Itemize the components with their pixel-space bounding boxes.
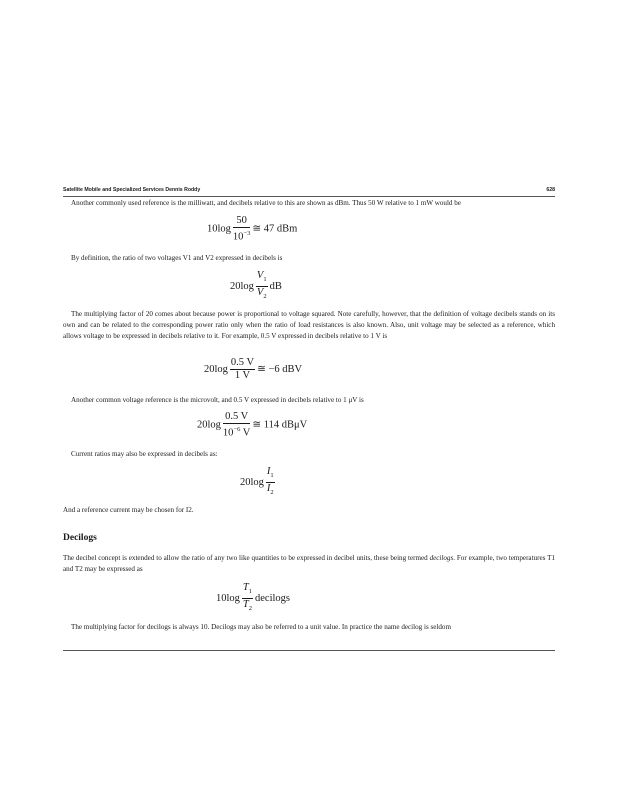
eq-denominator: $V_2$ (256, 287, 267, 301)
eq-fraction (223, 411, 250, 440)
paragraph-reference-current: And a reference current may be chosen for I2. (63, 506, 194, 514)
paragraph-current-ratios: Current ratios may also be expressed in decibels as: (71, 450, 218, 458)
paragraph-microvolt: Another common voltage reference is the microvolt, and 0.5 V expressed in decibels relative to 1 μV is (71, 396, 364, 404)
term-decilogs: decilogs (429, 554, 454, 562)
eq-result: ≅ 114 dBμV (252, 419, 308, 431)
eq-numerator: $T_1$ (242, 582, 253, 599)
eq-numerator: 0.5 V (230, 357, 255, 368)
equation-dbuv (197, 411, 307, 440)
equation-current-ratio (240, 466, 277, 499)
paragraph-voltage-definition: By definition, the ratio of two voltages V1 and V2 expressed in decibels is (71, 254, 283, 262)
eq-result: ≅ −6 dBV (257, 363, 303, 375)
eq-fraction (266, 466, 275, 499)
eq-log: 20log (230, 281, 254, 292)
eq-den-base: 10 (232, 231, 244, 243)
header-title: Satellite Mobile and Specialized Services Dennis Roddy (63, 187, 201, 193)
eq-unit: dB (269, 281, 282, 292)
eq-numerator: 0.5 V (223, 411, 250, 424)
paragraph-multiplying-factor: The multiplying factor of 20 comes about because power is proportional to voltage squared. Note carefully, however, that the definition of voltage decibels stands on its own and can be related to the corresponding power ratio only when the ratio of load resistances is also known. Also, unit voltage may be selected as a reference, which allows voltage to be expressed in decibels relative to it. For example, 0.5 V expressed in decibels relative to 1 V is (63, 310, 555, 340)
eq-fraction (233, 215, 250, 244)
eq-log: 20log (204, 363, 228, 375)
eq-unit: decilogs (255, 593, 291, 604)
eq-fraction (230, 357, 255, 382)
eq-denominator (233, 228, 250, 244)
eq-denominator: 1 V (234, 370, 251, 381)
eq-log: 20log (240, 477, 264, 488)
eq-result: ≅ 47 dBm (252, 223, 298, 235)
footer-rule (63, 650, 555, 651)
header-rule (63, 196, 555, 197)
paragraph-decilog-factor: The multiplying factor for decilogs is always 10. Decilogs may also be referred to a unit value. In practice the name decilog is seldom (71, 623, 451, 631)
paragraph-decilogs: The decibel concept is extended to allow the ratio of any two like quantities to be expressed in decibel units, these being termed decilogs. For example, two temperatures T1 and T2 may be expressed as (63, 554, 555, 573)
eq-den-exp: −3 (243, 230, 251, 237)
eq-denominator: $I_2$ (266, 483, 274, 497)
equation-voltage-ratio (230, 270, 282, 303)
eq-log: 10log (207, 223, 231, 235)
section-heading-decilogs: Decilogs (63, 533, 97, 543)
equation-decilogs (216, 582, 290, 615)
equation-dbm (207, 215, 297, 244)
eq-numerator: $I_1$ (266, 466, 275, 483)
eq-numerator: $V_1$ (256, 270, 268, 287)
eq-denominator: $10^{-6}$ V (222, 426, 251, 439)
paragraph-milliwatt: Another commonly used reference is the milliwatt, and decibels relative to this are shown as dBm. Thus 50 W relative to 1 mW would be (71, 199, 461, 207)
eq-fraction (242, 582, 253, 615)
eq-numerator: 50 (233, 215, 250, 228)
eq-log: 10log (216, 593, 240, 604)
eq-fraction (256, 270, 268, 303)
eq-log: 20log (197, 419, 221, 431)
eq-denominator: $T_2$ (242, 599, 253, 613)
page-number: 628 (546, 187, 555, 193)
equation-dbv (204, 357, 302, 382)
